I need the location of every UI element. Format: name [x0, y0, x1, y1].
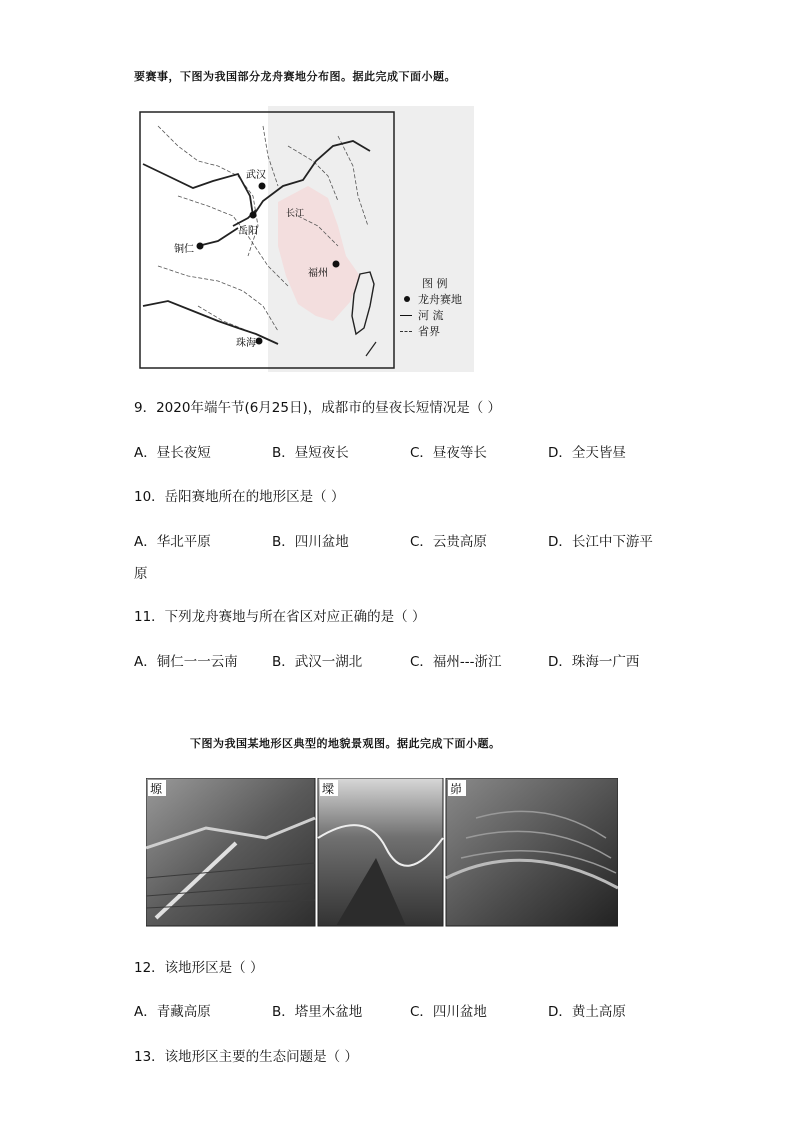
- question-11-stem: 11．下列龙舟赛地与所在省区对应正确的是（ ）: [134, 609, 426, 625]
- city-label-wuhan: 武汉: [246, 170, 266, 181]
- option-d[interactable]: D．长江中下游平: [548, 534, 653, 550]
- legend-river: [400, 308, 474, 324]
- option-a[interactable]: A．铜仁一一云南: [134, 654, 238, 670]
- option-d[interactable]: D．珠海一广西: [548, 654, 640, 670]
- river-line-icon: [400, 315, 412, 316]
- legend-site: [400, 292, 474, 308]
- photo-label-liang: 墚: [322, 782, 335, 796]
- legend-title: 图 例: [422, 277, 448, 290]
- photo-mao: [446, 778, 618, 926]
- dot-icon: [404, 296, 410, 302]
- option-a[interactable]: A．华北平原: [134, 534, 211, 550]
- option-a[interactable]: A．昼长夜短: [134, 445, 211, 461]
- river-label: 长江: [286, 209, 305, 219]
- question-10-stem: 10．岳阳赛地所在的地形区是（ ）: [134, 489, 345, 505]
- photo-label-yuan: 塬: [150, 782, 163, 796]
- city-dot-wuhan: [259, 183, 266, 190]
- option-c[interactable]: C．四川盆地: [410, 1004, 487, 1020]
- border-line-icon: [400, 331, 412, 332]
- option-d[interactable]: D．黄土高原: [548, 1004, 626, 1020]
- option-b[interactable]: B．四川盆地: [272, 534, 349, 550]
- question-9-stem: 9．2020年端午节(6月25日)，成都市的昼夜长短情况是（ ）: [134, 400, 502, 416]
- intro-text-2: 下图为我国某地形区典型的地貌景观图。据此完成下面小题。: [190, 737, 501, 750]
- photo-label-mao: 峁: [450, 782, 463, 796]
- photo-liang: [318, 778, 443, 926]
- landform-photos: [146, 778, 618, 928]
- city-dot-zhuhai: [256, 338, 263, 345]
- question-10-option-wrap: 原: [134, 566, 148, 582]
- legend-river-label: 河 流: [418, 309, 444, 322]
- intro-text-1: 要赛事，下图为我国部分龙舟赛地分布图。据此完成下面小题。: [134, 70, 456, 83]
- option-c[interactable]: C．昼夜等长: [410, 445, 487, 461]
- question-12-stem: 12．该地形区是（ ）: [134, 960, 264, 976]
- city-label-zhuhai: 珠海: [236, 338, 256, 349]
- legend-border-label: 省界: [418, 325, 440, 338]
- option-c[interactable]: C．云贵高原: [410, 534, 487, 550]
- city-label-tongren: 铜仁: [174, 244, 194, 255]
- option-b[interactable]: B．昼短夜长: [272, 445, 349, 461]
- question-13-stem: 13．该地形区主要的生态问题是（ ）: [134, 1049, 358, 1065]
- city-label-fuzhou: 福州: [308, 268, 328, 279]
- option-b[interactable]: B．武汉一湖北: [272, 654, 363, 670]
- dragon-boat-map: [138, 106, 474, 372]
- city-dot-fuzhou: [333, 261, 340, 268]
- city-label-yueyang: 岳阳: [238, 226, 258, 237]
- option-a[interactable]: A．青藏高原: [134, 1004, 211, 1020]
- option-d[interactable]: D．全天皆昼: [548, 445, 626, 461]
- option-b[interactable]: B．塔里木盆地: [272, 1004, 363, 1020]
- city-dot-tongren: [197, 243, 204, 250]
- city-dot-yueyang: [250, 212, 257, 219]
- legend-border: [400, 324, 474, 340]
- photo-yuan: [146, 778, 315, 926]
- map-legend: [400, 276, 474, 340]
- option-c[interactable]: C．福州---浙江: [410, 654, 502, 670]
- legend-site-label: 龙舟赛地: [418, 293, 462, 306]
